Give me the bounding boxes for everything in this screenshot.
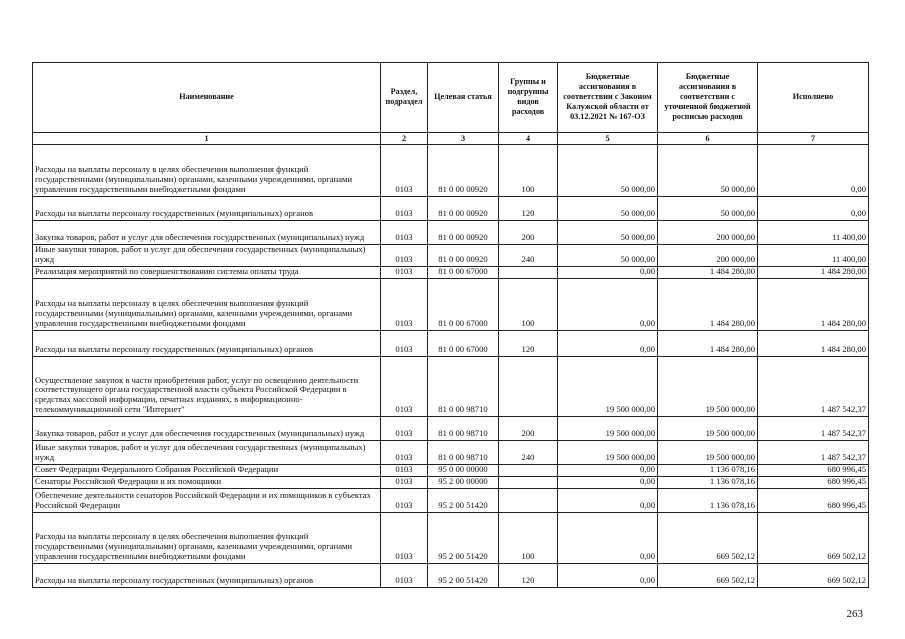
row-section: 0103	[381, 489, 428, 513]
table-row	[33, 417, 869, 441]
row-law-allocation: 0,00	[558, 267, 658, 279]
row-section: 0103	[381, 477, 428, 489]
row-article: 81 0 00 00920	[428, 245, 499, 267]
row-group: 200	[499, 221, 558, 245]
header-group: Группы и подгруппы видов расходов	[499, 63, 558, 133]
column-number: 4	[499, 133, 558, 145]
page-number: 263	[846, 608, 863, 620]
row-executed: 669 502,12	[758, 513, 869, 564]
row-name: Иные закупки товаров, работ и услуг для обеспечения государственных (муниципальных) нужд	[33, 441, 381, 465]
row-roster-allocation: 200 000,00	[658, 221, 758, 245]
row-article: 95 2 00 51420	[428, 489, 499, 513]
row-section: 0103	[381, 564, 428, 588]
row-executed: 1 487 542,37	[758, 417, 869, 441]
budget-table	[32, 62, 869, 588]
header-section: Раздел, подраздел	[381, 63, 428, 133]
header-executed: Исполнено	[758, 63, 869, 133]
row-roster-allocation: 1 484 280,00	[658, 267, 758, 279]
row-roster-allocation: 1 136 078,16	[658, 465, 758, 477]
column-number: 2	[381, 133, 428, 145]
row-law-allocation: 19 500 000,00	[558, 357, 658, 417]
row-law-allocation: 0,00	[558, 489, 658, 513]
table-row	[33, 441, 869, 465]
row-section: 0103	[381, 221, 428, 245]
row-section: 0103	[381, 279, 428, 331]
row-group	[499, 267, 558, 279]
row-law-allocation: 50 000,00	[558, 245, 658, 267]
column-number: 3	[428, 133, 499, 145]
row-executed: 680 996,45	[758, 465, 869, 477]
row-executed: 1 484 280,00	[758, 331, 869, 357]
column-number: 7	[758, 133, 869, 145]
row-roster-allocation: 19 500 000,00	[658, 441, 758, 465]
row-name: Закупка товаров, работ и услуг для обеспечения государственных (муниципальных) нужд	[33, 221, 381, 245]
row-executed: 1 487 542,37	[758, 441, 869, 465]
table-row	[33, 267, 869, 279]
row-executed: 0,00	[758, 197, 869, 221]
row-name: Расходы на выплаты персоналу государственных (муниципальных) органов	[33, 197, 381, 221]
row-law-allocation: 0,00	[558, 279, 658, 331]
row-executed: 680 996,45	[758, 489, 869, 513]
row-law-allocation: 0,00	[558, 465, 658, 477]
row-executed: 680 996,45	[758, 477, 869, 489]
row-article: 81 0 00 98710	[428, 357, 499, 417]
row-group	[499, 465, 558, 477]
row-name: Реализация мероприятий по совершенствованию системы оплаты труда	[33, 267, 381, 279]
table-row	[33, 513, 869, 564]
row-executed: 669 502,12	[758, 564, 869, 588]
row-law-allocation: 50 000,00	[558, 145, 658, 197]
row-name: Сенаторы Российской Федерации и их помощники	[33, 477, 381, 489]
row-roster-allocation: 200 000,00	[658, 245, 758, 267]
row-group: 200	[499, 417, 558, 441]
row-roster-allocation: 1 136 078,16	[658, 477, 758, 489]
header-article: Целевая статья	[428, 63, 499, 133]
row-executed: 11 400,00	[758, 221, 869, 245]
row-name: Расходы на выплаты персоналу государственных (муниципальных) органов	[33, 331, 381, 357]
row-executed: 1 487 542,37	[758, 357, 869, 417]
row-section: 0103	[381, 441, 428, 465]
row-group	[499, 489, 558, 513]
row-section: 0103	[381, 417, 428, 441]
row-law-allocation: 19 500 000,00	[558, 417, 658, 441]
row-law-allocation: 0,00	[558, 513, 658, 564]
row-group: 240	[499, 245, 558, 267]
table-row	[33, 489, 869, 513]
column-number: 5	[558, 133, 658, 145]
table-row	[33, 477, 869, 489]
row-name: Закупка товаров, работ и услуг для обеспечения государственных (муниципальных) нужд	[33, 417, 381, 441]
row-group: 240	[499, 441, 558, 465]
row-executed: 1 484 280,00	[758, 279, 869, 331]
row-section: 0103	[381, 267, 428, 279]
row-article: 95 2 00 51420	[428, 564, 499, 588]
row-roster-allocation: 669 502,12	[658, 564, 758, 588]
row-law-allocation: 0,00	[558, 564, 658, 588]
header-law-allocation: Бюджетные ассигнования в соответствии с Законом Калужской области от 03.12.2021 № 167-ОЗ	[558, 63, 658, 133]
row-executed: 1 484 280,00	[758, 267, 869, 279]
row-roster-allocation: 669 502,12	[658, 513, 758, 564]
row-law-allocation: 0,00	[558, 477, 658, 489]
table-body	[33, 145, 869, 588]
row-group	[499, 357, 558, 417]
row-name: Осуществление закупок в части приобретения работ, услуг по освещению деятельности соответствующего органа государственной власти субъекта Российской Федерации в средствах массовой информации, печатных изданиях, в информационно-телекоммуникационной сети "Интернет"	[33, 357, 381, 417]
row-section: 0103	[381, 197, 428, 221]
row-roster-allocation: 50 000,00	[658, 197, 758, 221]
table-row	[33, 221, 869, 245]
row-law-allocation: 19 500 000,00	[558, 441, 658, 465]
table-row	[33, 145, 869, 197]
row-name: Обеспечение деятельности сенаторов Российской Федерации и их помощников в субъектах Российской Федерации	[33, 489, 381, 513]
row-law-allocation: 0,00	[558, 331, 658, 357]
row-roster-allocation: 1 484 280,00	[658, 279, 758, 331]
column-number: 6	[658, 133, 758, 145]
row-section: 0103	[381, 145, 428, 197]
row-article: 81 0 00 67000	[428, 267, 499, 279]
row-name: Совет Федерации Федерального Собрания Российской Федерации	[33, 465, 381, 477]
row-section: 0103	[381, 513, 428, 564]
row-group: 120	[499, 197, 558, 221]
row-roster-allocation: 1 484 280,00	[658, 331, 758, 357]
row-group: 120	[499, 564, 558, 588]
row-section: 0103	[381, 357, 428, 417]
row-article: 81 0 00 98710	[428, 417, 499, 441]
row-group	[499, 477, 558, 489]
row-group: 100	[499, 513, 558, 564]
table-row	[33, 197, 869, 221]
row-law-allocation: 50 000,00	[558, 197, 658, 221]
row-executed: 0,00	[758, 145, 869, 197]
row-roster-allocation: 19 500 000,00	[658, 357, 758, 417]
table-row	[33, 564, 869, 588]
row-law-allocation: 50 000,00	[558, 221, 658, 245]
header-row	[33, 63, 869, 133]
row-section: 0103	[381, 331, 428, 357]
row-article: 95 0 00 00000	[428, 465, 499, 477]
column-number: 1	[33, 133, 381, 145]
table-row	[33, 331, 869, 357]
row-article: 81 0 00 00920	[428, 197, 499, 221]
row-roster-allocation: 19 500 000,00	[658, 417, 758, 441]
row-roster-allocation: 1 136 078,16	[658, 489, 758, 513]
row-group: 100	[499, 279, 558, 331]
row-roster-allocation: 50 000,00	[658, 145, 758, 197]
table-row	[33, 245, 869, 267]
header-name: Наименование	[33, 63, 381, 133]
row-name: Расходы на выплаты персоналу в целях обеспечения выполнения функций государственными (муниципальными) органами, казенными учреждениями, органами управления государственными внебюджетными фондами	[33, 513, 381, 564]
table-row	[33, 465, 869, 477]
row-name: Расходы на выплаты персоналу в целях обеспечения выполнения функций государственными (муниципальными) органами, казенными учреждениями, органами управления государственными внебюджетными фондами	[33, 279, 381, 331]
row-article: 81 0 00 98710	[428, 441, 499, 465]
row-article: 81 0 00 00920	[428, 221, 499, 245]
row-name: Расходы на выплаты персоналу государственных (муниципальных) органов	[33, 564, 381, 588]
row-article: 81 0 00 67000	[428, 331, 499, 357]
row-name: Расходы на выплаты персоналу в целях обеспечения выполнения функций государственными (муниципальными) органами, казенными учреждениями, органами управления государственными внебюджетными фондами	[33, 145, 381, 197]
table-row	[33, 279, 869, 331]
row-article: 81 0 00 00920	[428, 145, 499, 197]
header-roster-allocation: Бюджетные ассигнования в соответствии с уточненной бюджетной росписью расходов	[658, 63, 758, 133]
column-number-row	[33, 133, 869, 145]
row-group: 120	[499, 331, 558, 357]
row-name: Иные закупки товаров, работ и услуг для обеспечения государственных (муниципальных) нужд	[33, 245, 381, 267]
table-row	[33, 357, 869, 417]
row-executed: 11 400,00	[758, 245, 869, 267]
row-article: 95 2 00 00000	[428, 477, 499, 489]
row-article: 81 0 00 67000	[428, 279, 499, 331]
row-section: 0103	[381, 465, 428, 477]
row-article: 95 2 00 51420	[428, 513, 499, 564]
row-group: 100	[499, 145, 558, 197]
row-section: 0103	[381, 245, 428, 267]
